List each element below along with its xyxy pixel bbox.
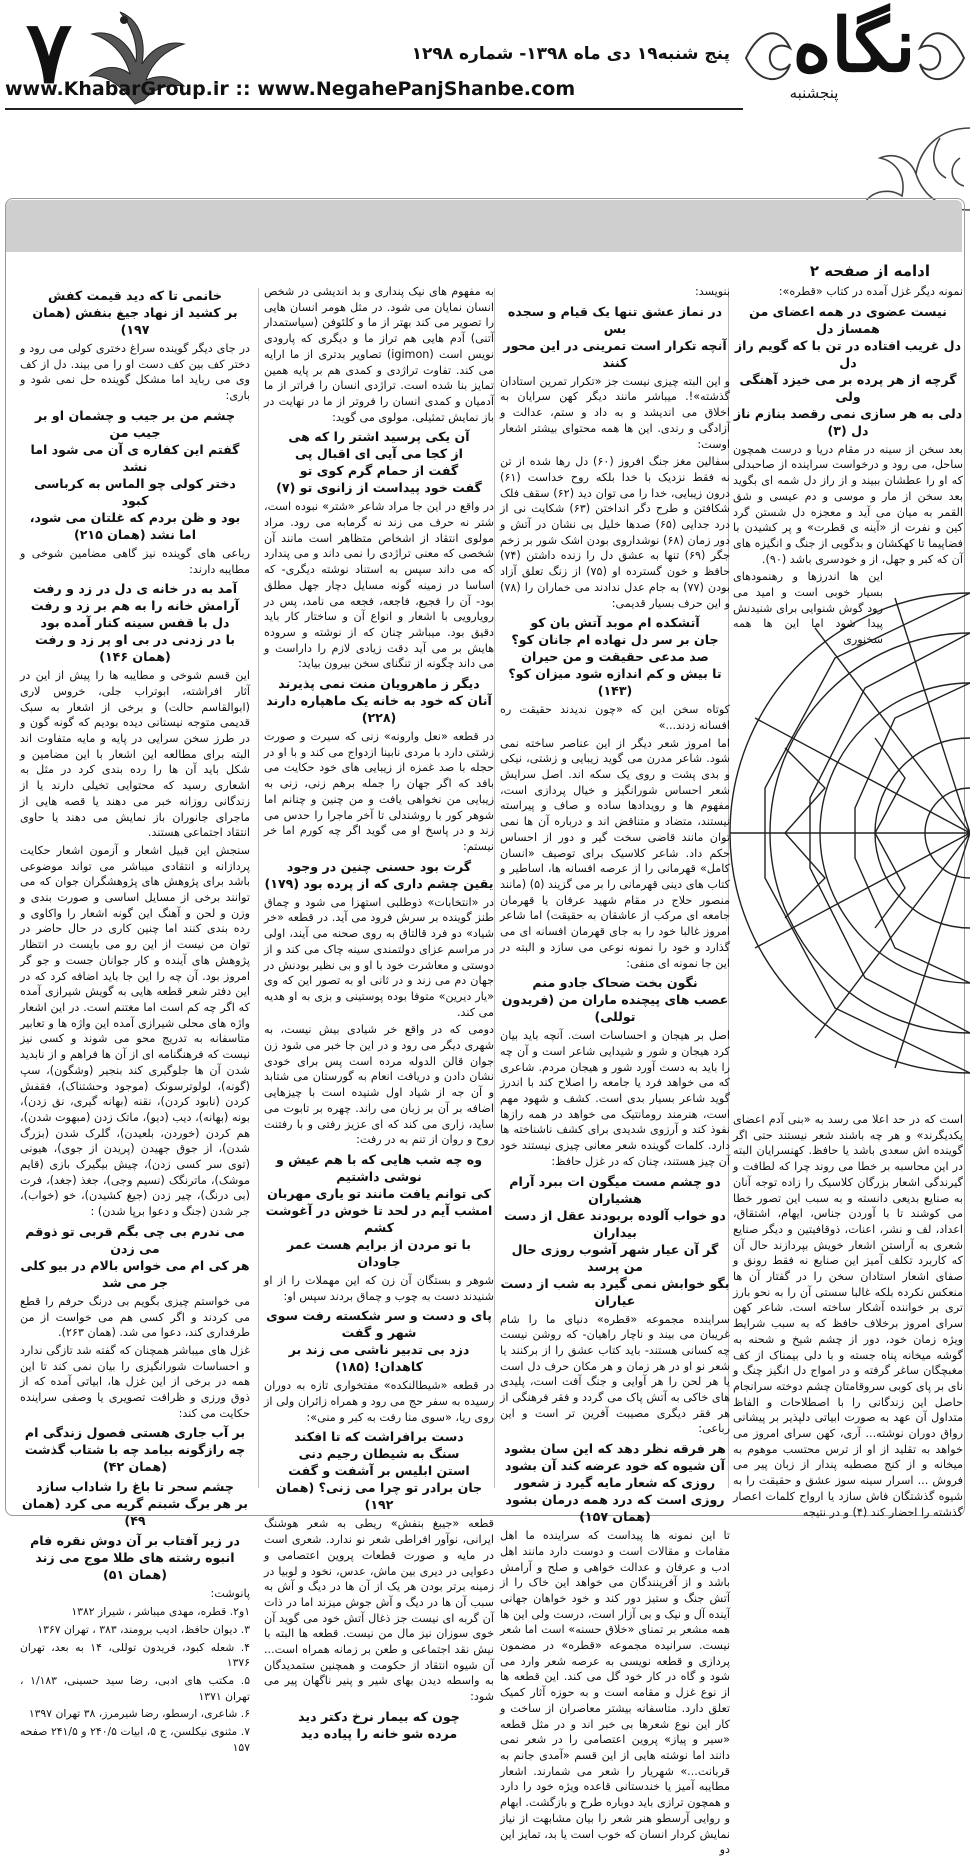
footnote: ۷. مثنوی نیکلسن، ج ۵، ابیات ۲۴۰/۵ و ۲۴۱/۵ صفحه ۱۵۷ <box>20 1725 250 1754</box>
footnote: ۳. دیوان حافظ، ادیب برومند، ۳۸۳ ، تهران ۱۳۶۷ <box>37 1622 250 1636</box>
paragraph: سراینده مجموعه «قطره» دنیای ما را شام غریبان می بیند و ناچار راهیان- که روشن نیست چه کسانی هستند- باید کتاب عشق را از برکنند یا شعر نو او در هر زمان و هر مکان حرف دل است یا هر لحن را هر آوایی و جنگ آفت است، پلیدی های خاکی به آتش پاک می گردد و فقر فرهنگی از هر فقر دیگری مصیبت آفرین تر است و این رباعی: <box>500 1312 730 1436</box>
logo-title: نگاه <box>792 3 916 89</box>
paragraph: رباعی های گوینده نیز گاهی مضامین شوخی و مطایبه دارند: <box>20 546 250 576</box>
verse-line: دل با قفس سینه کنار آمده بود <box>40 615 230 631</box>
article-column-4 <box>20 284 251 1754</box>
verse-line: مرده شو خانه را پیاده دید <box>300 1725 458 1741</box>
verse-line: دل غریب افتاده در تن با که گویم راز دل <box>734 337 962 370</box>
verse-line: هر فرقه نظر دهد که این سان بشود <box>504 1441 726 1457</box>
verse-line: دست برافراشت که تا افکند <box>294 1429 464 1445</box>
verse-line: بر کشید از نهاد جیغ بنفش (همان ۱۹۷) <box>32 305 238 337</box>
verse-line: چه رازگونه بیامد چه با شتاب گذشت (همان ۴۲) <box>24 1442 246 1475</box>
verse-line: آتشکده ام موبد آتش بان کو <box>530 615 700 631</box>
verse-block <box>20 1532 250 1583</box>
paragraph: در «انتخابات» ذوطلبی استهزا می شود و چماق طنز گوینده بر سرش فرود می آید. در قطعه «خر شیاد» دو فرد قالتاق به روی صحنه می آیند، اولی در مراسم عزای دولتمندی سینه چاک می کند و از دوستی و معاشرت خود با او و بی نظیر بودنش در جهان دم می زند و در ثانی او به تصور این که وی «یار دیرین» متوفا بوده پوستینی و بزی به او هدیه می کند. <box>264 895 494 1019</box>
paragraph: اصل بر هیجان و احساسات است. آنچه باید بیان کرد هیجان و شور و شیدایی شاعر است و آن چه را باید به دست آورد شور و هیجان مردم. شاعری که می خواهد فرد یا جامعه را اصلاح کند با اندرز گوید شاعر بسیار بدی است. کشف و شهود مهم است، هنرمند رومانتیک می خواهد در همه رازها نفوذ کند و آرزوی شدیدی برای کشف ناشناخته ها دارد. کلمات گوینده شعر معانی چیزی نیستند خود آن چیز هستند، چنان که در غزل حافظ: <box>500 1029 730 1168</box>
article-column-3 <box>264 284 495 1741</box>
verse-line: دزد بی تدبیر ناشی می زند بر کاهدان! (۱۸۵) <box>288 1342 470 1375</box>
paragraph: شوهر و بستگان آن زن که این مهملات را از او شنیدند دست به چوب و چماق بردند سپس او: <box>264 1273 494 1303</box>
paragraph: در واقع در این جا مراد شاعر «شتر» نبوده است، شتر نه حرف می زند نه گرمابه می رود. مراد مولوی انتقاد از اشخاص متظاهر است مانند آن شخصی که معنی تراژدی را نمی داند و می پندارد که می داند سپس به استناد نوشته دیگری- که اساسا در زمینه گونه مسایل دچار جهل مطلق بود- آن را فجیع، فاجعه، فجعه می نامد، پس در رویارویی با اشعار و انواع آن و ساختار کار باید دقیق بود. میباشر چنان که از نوشته و سروده هایش بر می آید دقت زیادی لازم را داراست و می داند چگونه از تنگنای سخن بیرون بیاید: <box>264 500 494 671</box>
verse-block <box>264 1151 494 1270</box>
verse-line: بر هر برگ شبنم گریه می کرد (همان ۴۹) <box>22 1496 248 1529</box>
verse-line: با تو مردن از برایم هست عمر جاودان <box>286 1236 472 1269</box>
verse-line: آمد به در خانه ی دل در زد و رفت <box>32 581 238 597</box>
paragraph: بنویسد: <box>694 285 730 298</box>
issue-date-line: پنج شنبه۱۹ دی ماه ۱۳۹۸- شماره ۱۲۹۸ <box>411 44 730 64</box>
paragraph: نمونه دیگر غزل آمده در کتاب «قطره»: <box>778 285 963 298</box>
verse-line: دو خواب آلوده بربودند عقل از دست بیداران <box>504 1207 726 1240</box>
verse-block <box>20 1478 250 1529</box>
verse-line: کی توانم یافت مانند تو یاری مهربان <box>267 1185 491 1201</box>
verse-line: وه چه شب هایی که با هم عیش و نوشی داشتیم <box>275 1151 483 1184</box>
verse-line: دختر کولی چو الماس به کرباسی کبود <box>34 475 236 508</box>
paragraph: و این البته چیزی نیست جز «تکرار تمرین استادان گذشته»!. میباشر مانند دیگر کهن سرایان به اخلاق می اندیشد و به داد و ستم، عدالت و آزادگی و رندی. این ها همه محتوای بیشتر اشعار اوست: <box>500 374 730 451</box>
verse-block <box>264 1428 494 1513</box>
verse-block <box>20 407 250 543</box>
verse-block <box>20 287 250 338</box>
paragraph: این قسم شوخی و مطایبه ها را پیش از این در آثار افراشته، ابوتراب جلی، خروس لاری (ابوالقاسم حالت) و برخی از اشعار به سبک قدیمی متوجه نیستانی دیده بودیم که گونه گون و در طرز سخن سرایی در پایه و مایه متفاوت اند البته برای مطالعه این اشعار با این مضامین و شکل باید آن ها را رده بندی کرد در مثل به اشعاری رسید که محتوایی تخیلی دارند یا از زندگانی روزانه خبر می دهند یا قصه هایی از ماجرای جانوران باز نمایش می دهند یا حاوی انتقاد اجتماعی هستند. <box>20 669 250 840</box>
verse-line: پای و دست و سر شکسته رفت سوی شهر و گفت <box>266 1308 492 1341</box>
verse-line: بگو خوابش نمی گیرد به شب از دست عیاران <box>500 1275 730 1308</box>
verse-line: صد مدعی حقیقت و من حیران <box>521 649 709 665</box>
verse-line: آن یکی پرسید اشتر را که هی <box>288 429 470 445</box>
verse-line: چشم من بر جیب و چشمان او بر جیب من <box>34 407 236 440</box>
verse-line: در زیر آفتاب بر آن دوش نقره فام <box>30 1533 240 1549</box>
verse-line: گر آن عیار شهر آشوب روزی حال من پرسد <box>511 1241 719 1274</box>
verse-line: گفت خود پیداست از زانوی تو (۷) <box>276 480 482 496</box>
paragraph: کوتاه سخن این که «چون ندیدند حقیقت ره افسانه زدند...» <box>500 703 730 732</box>
website-urls[interactable]: www.KhabarGroup.ir :: www.NegahePanjShanbe.com <box>5 78 576 100</box>
verse-line: چشم سحر تا باغ را شاداب سازد <box>36 1479 234 1495</box>
verse-line: جان بر سر دل نهاده ام جانان کو؟ <box>511 632 719 648</box>
verse-line: با در زدنی در بی او پر زد و رفت (همان ۱۴۶) <box>34 632 236 665</box>
verse-line: بر آب جاری هستی فصول زندگی ام <box>24 1425 246 1441</box>
article-column-1 <box>733 284 963 1519</box>
verse-block <box>20 1223 250 1291</box>
verse-line: گفت از حمام گرم کوی تو <box>299 463 459 479</box>
verse-block <box>264 1307 494 1375</box>
verse-block <box>500 974 730 1025</box>
continuation-label: ادامه از صفحه ۲ <box>809 262 930 280</box>
footnote: ۵. مکتب های ادبی، رضا سید حسینی، ۱/۱۸۳ ، تهران ۱۳۷۱ <box>20 1673 251 1703</box>
verse-line: دیگر ز ماهرویان منت نمی پذیرند <box>278 676 480 692</box>
verse-line: تا بیش و کم اندازه شود میزان کو؟ (۱۴۳) <box>508 666 722 699</box>
paragraph: به مفهوم های نیک پنداری و بد اندیشی در شخص انسان نمایان می شود. در مثل هومر انسان هایی را تصویر می کند بهتر از ما و کلئوفن (سیاستمدار آتنی) آدم هایی هم تراز ما و دیگری که پارودی نویس است (igimon) تصاویر بدتری از ما ارایه می کند. تفاوت تراژدی و کمدی هم بر پایه همین تمایز بنا شده است. تراژدی انسان را فراتر از ما آدمیان و کمدی انسان را فروتر از ما در نهایت در باز نمایش تمثیلی. مولوی می گوید: <box>264 285 495 424</box>
paragraph: قطعه «جیبغ بنفش» ریطی به شعر هوشنگ ایرانی، نوآور افراطی شعر نو ندارد. شعری است در مایه و صورت قطعات پروین اعتصامی و دعوایی در دیری بین ماش، عدس، نخود و لوبیا در زمینه برتر بودن هر یک از آن ها در دیگ و آش به سبب آن ها در دیگ و آش جوش میزند اما در ذات آن گربه ای نیست جز ذغال آتش خود می گوید آن خوی سوزان نیز مال من نیست. قطعه ها البته با نیش نقد اجتماعی و طعن بر زمانه همراه است... آن شیوه انتقاد از حکومت و همچنین ستمدیدگان به واسطه دیدن بهای شیر و پنیر ناگهان پیر می شود: <box>264 1517 494 1704</box>
verse-block <box>500 303 730 371</box>
footnotes-title: پانوشت: <box>210 1587 250 1601</box>
verse-line: امشب آیم در لحد تا خوش در آغوشت کشم <box>265 1202 493 1235</box>
column-divider <box>494 288 495 1488</box>
verse-block <box>733 303 963 439</box>
paragraph: غزل های میباشر همچنان که گفته شد تازگی ندارد و احساسات شورانگیزی را بیان نمی کند تا این همه در برخی از این غزل ها، ابیاتی آمده که از ذوق ورزی و ظرافت تصویری یا وصفی سراینده حکایت می کند: <box>20 1343 250 1420</box>
verse-line: روزی که شعار مایه گیرد ز شعور <box>514 1475 716 1491</box>
verse-line: بود و ظن بردم که غلتان می شود، اما نشد (همان ۲۱۵) <box>29 509 241 542</box>
verse-line: جان برادر تو چرا می زنی؟ (همان ۱۹۲) <box>275 1480 483 1513</box>
paragraph: تا این نمونه ها پیداست که سراینده ما اهل مقامات و مقالات است و دوست دارد مانند اهل ادب و عرفان و عدالت خواهی و صلح و آرامش باشد و از آفرینندگان می خواهد این خاک را از آتش جنگ و ستیز دور کند و خود خواهان جهانی آینده آل و نیک و بی آزار است، درست ولی این ها همه مشعر بر تمنای «خلاق حسنه» است اما شعر نیست. سرانیده مجموعه «قطره» در مضمون پردازی و قطعه نویسی به عرصه شعر وارد می شود و گاه در کار خود گل می کند. این قطعه ها از نوع غزل و مقامه است و به حوزه آثار کمیک تعلق دارد. متاسفانه بیشتر معاصران از ساخت و کار این نوع شعرها بی خبر اند و در مثل قطعه «سیر و پیاز» پروین اعتصامی را در شعر نمی دانند اما نوشته هایی از این قسم «آمدی جانم به قربانت...» شهریار را شعر می شمارند. اشعار مطایبه آمیز یا خندستانی قاعده ویژه خود را دارد و همچون ترازی باید دوباره طرح و بازگشت. ابهام و روایی آرسطو هنر شعر را بیان مشابهت از نیاز نمایش کردار انسان که خوب است یا بد، تمایز این دو <box>500 1529 730 1857</box>
verse-line: گرت بود حسنی چنین در وجود <box>286 858 472 874</box>
paragraph: سفالین مغز جنگ افروز (۶۰) دل رها شده از تن نه فقط نزدیک با خدا بلکه روح خداست (۶۱) درون زیبایی، خدا را می توان دید (۶۲) سقف فلک شکافتن و طرح دگر انداختن (۶۳) شکایت نی از درد جدایی (۶۵) صدها خلیل بی نشان در آتش و دور زمان (۶۸) نوشداروی بودن اشک شور بر زخم جگر (۶۹) تنها به عشق دل را زنده داشتن (۷۴) حافظ و خون گسترده او (۷۵) از زنگ تعلق آزاد بودن (۷۷) به جام عدل ندادند می خماران را (۷۸) و این حرف بسیار قدیمی: <box>500 455 730 610</box>
paragraph: در قطعه «شیطالنکده» مفتخواری تازه به دوران رسیده به سفر حج می رود و همراه زائران ولی از روی ریا، «سوی منا رفت به کبر و منی»: <box>264 1379 494 1424</box>
verse-block <box>20 1424 250 1475</box>
paragraph: می خواستم چیزی بگویم بی درنگ حرفم را قطع می کردند و اگر کسی هم می خواست از من طرفداری کند، دعوا می شد. (همان ۲۶۳). <box>20 1294 250 1340</box>
verse-line: دلی به هر سازی نمی رقصد بنازم ناز دل (۳) <box>733 405 963 438</box>
paragraph: در قطعه «نعل وارونه» زنی که سیرت و صورت زشتی دارد با مردی نابینا ازدواج می کند و با او در حجله با صد غمزه از زیبایی های خود حکایت می بافد که اگر جهان را جمله برهم زنی، زنی به زیبایی من نخواهی یافت و من چنین و چنانم اما شوهر کور با روشندلی تا آخر ماجرا را حدس می زند و در پاسخ او می گوید اگر چه کورم اما خر نیستم: <box>264 730 494 853</box>
verse-line: خانمی تا که دید قیمت کفش <box>48 288 222 303</box>
logo-subtitle: پنجشنبه <box>789 84 839 102</box>
verse-line: عصب های پیچنده ماران من (فریدون توللی) <box>501 992 729 1025</box>
newspaper-logo <box>740 0 970 120</box>
footnote: ۶. شاعری، ارسطو، رضا شیرمرز، ۳۸ تهران ۱۳۹۷ <box>28 1707 250 1721</box>
verse-line: دو چشم مست میگون ات ببرد آرام هشیاران <box>509 1173 721 1206</box>
footnote: ۴. شعله کبود، فریدون توللی، ۱۴ به بعد، تهران ۱۳۷۶ <box>20 1640 251 1670</box>
verse-line: هر کی ام می خواس بالام در بیو کلی جر می شد <box>20 1257 250 1290</box>
verse-line: از کجا می آیی ای اقبال پی <box>294 446 464 462</box>
verse-line: چون که بیمار نرخ دکتر دید <box>298 1708 460 1724</box>
verse-block <box>264 675 494 726</box>
footnote: ۱و۲. قطره، مهدی میباشر ، شیراز ۱۳۸۲ <box>71 1605 250 1619</box>
verse-line: روزی است که درد همه درمان بشود (همان ۱۵۷) <box>505 1492 725 1525</box>
article-banner <box>6 200 962 252</box>
verse-line: یقین چشم داری که از پرده بود (۱۷۹) <box>264 875 494 891</box>
paragraph: دومی که در واقع خر شیادی بیش نیست، به شهری دیگر می رود و در این جا خبر می شود زن جوان قالن الدوله مرده است پس برای خودی نشان دادن و دریافت انعام به گورستان می شتابد و آن جه از شیاد اول شنیده است با چیزهایی اضافه بر آن بر زبان می راند. چهره بر تابوت می ساید، زاری می کند که ای عزیز رفتی و با رفتنت روح و روان از تنم به در رفت: <box>264 1023 494 1147</box>
verse-block <box>264 428 494 496</box>
verse-line: نیست عضوی در همه اعضای من همساز دل <box>749 303 947 336</box>
verse-block <box>500 1440 730 1525</box>
verse-line: آنان که خود به خانه یک ماهپاره دارند (۲۲۸) <box>266 693 492 726</box>
page-number: ۷ <box>25 2 73 103</box>
verse-block <box>20 580 250 665</box>
verse-line: می ندرم بی چی بگم قربی تو ذوقم می زدن <box>25 1223 245 1256</box>
verse-line: در نماز عشق تنها یک قیام و سجده بس <box>507 303 723 336</box>
verse-line: گرچه از هر پرده بر می خیزد آهنگی ولی <box>739 371 957 404</box>
column-1-top <box>733 284 963 650</box>
verse-line: انبوه رشته های طلا موج می زند (همان ۵۱) <box>35 1550 235 1583</box>
paragraph: در جای دیگر گوینده سراغ دختری کولی می رود و دختر کف بین کف دست او را می بیند. دل از کف وی می رباید اما مشکل گوینده حل نمی شود و باری: <box>20 342 250 403</box>
verse-block <box>264 858 494 892</box>
verse-block <box>500 614 730 699</box>
paragraph: این ها اندرزها و رهنمودهای بسیار خوبی است و امید می رود گوش شنوایی برای شنیدنش پیدا شود اما این ها همه سخنوری <box>733 570 883 647</box>
verse-line: آن شیوه که خود عرضه کند آن بشود <box>505 1458 725 1474</box>
paragraph: اما امروز شعر دیگر از این عناصر ساخته نمی شود. شاعر مدرن می گوید زیبایی و زشتی، نیکی و بدی پشت و روی یک سکه اند. اصل سرایش شعر احساس شورانگیز و خیال پردازی است، مفهوم ها و رویدادها ساده و صاف و پیراسته نیستند، متضاد و متناقض اند و درباره آن ها نمی توان مانند قاضی سخت گیر و دور از احساس حکم داد. شاعر کلاسیک برای توصیف «انسان کامل» قهرمانی را از عرصه افسانه ها، اساطیر و کتاب های دینی قهرمانی را بر می گزیند (۵) (مانند منصور حلاج در مقام شهید عرفان یا قهرمان جامعه ای مرکب از عاشقان به حقیقت) اما شاعر امروز غالبا خود را به جای قهرمان افسانه ای می گذارد و خود را نمونه نوعی می سازد و البته در این جا نمونه ای منفی: <box>500 736 730 970</box>
paragraph: بعد سخن از سینه در مقام دریا و درست همچون ساحل، می رود و درخواست سراینده از صاحبدلی که او را عطشان ببیند و از راز دل شمه ای بگوید بعد سخن از مار و موسی و دم عیسی و شق القمر به میان می آید و معجزه دل شستن گرد کین و نفرت از «آینه ی قطرت» و پر کشیدن با فضاپیما تا کهکشان و بدگویی از جنگ و انگیزه های آن که کبر و جهل، از و خودسری باشد (۹۰). <box>733 442 963 566</box>
article-column-2 <box>500 284 730 1857</box>
verse-line: استن ابلیس بر آشفت و گفت <box>288 1463 470 1479</box>
paragraph: سنجش این قبیل اشعار و آزمون اشعار حکایت پردازانه و انتقادی میباشر می تواند موضوعی باشد برای پژوهش های پژوهشگران جوان که می توانند برخی از مسایل اساسی و صورت بندی و وزن و لحن و آهنگ این گونه اشعار را واکاوی و رده بندی کنند اما چنین کاری در حال حاضر در توان من نیست از این رو می بایست در انتظار پژوهش های آینده و کار جوانان جست و جو گر امروز بود. آن چه را این جا باید اضافه کرد که در این دفتر شعر قطعه هایی به گویش شیرازی آمده که اگر چه کم است اما مغتنم است. در این اشعار واژه های محلی شیرازی آمده این واژه ها و تعابیر متاسفانه به تدریج محو می شوند و کسی نیز نیست که فرهنگنامه ای از آن ها فراهم و از نابدید شدن آن ها جلوگیری کند بنجیر (وشگون)، سپ (گونه)، لولوترسونک (موجود وحشتناک)، فقفش کردن (نابود کردن)، نقنه (بهانه گیری، نق زدن)، بونه (بهانه)، دیب (دیو)، ماتک زدن (مبهوت شدن)، هم کردن (خوردن، بلعیدن)، گلرک شدن (بزرگ شدن)، از جوق جهیدن (پریدن از جوی)، هیونی (توی سر کسی زدن)، چیش بیگیرک بازی (قایم موشک)، ماترنگک (نسیم وجی)، جغذ (جغد)، فرت (بی درنگ)، چیر زدن (جیغ کشیدن)، خو (خواب)، جر شدن (جنگ و دعوا برپا شدن) : <box>20 843 250 1219</box>
verse-line: نگون بخت ضحاک جادو منم <box>532 975 698 991</box>
verse-block <box>264 1708 494 1742</box>
verse-block <box>500 1173 730 1309</box>
verse-line: آنچه تکرار است تمرینی در این محور کنند <box>503 337 727 370</box>
paragraph: است که در حد اعلا می رسد به «بنی آدم اعضای یکدیگرند» و هر چه باشند شعر نیستند حتی اگر گوینده اش سعدی باشد یا حافظ. کهنسرایان البته در این محاسبه بر خطا می روند چرا که لطافت و گیرندگی اشعار بزرگان کلاسیک را زاده توجه آنان به صنایع بدیعی دانسته و به سبب این تصور خطا می کوشند تا با آوردن جناس، ایهام، اشتقاق، اعداد، لف و نشر، اعنات، ذوقافیتین و دیگر صنایع شعری به آراستن اشعار خویش بپردازند حال آن که کاربرد تکلف آمیز این صنایع نه فقط رونق و صفای اشعار استادان سخن را در گفتار آن ها منعکس نکرده بلکه غالبا سستی آن را به نحو بارز تری بر خواننده آشکار ساخته است. شاعر کهن سرای امروز برخلاف حافظ که به سبب شرایط ویژه زمان خود، دور از چشم شیخ و شحنه به گوشه میخانه پناه جسته و با دلی بیمناک از کف مغبچگان ساغر گرفته و در امواج دل انگیز چنگ و نای بر پای کوبی سروقامتان چشم دوخته سرانجام حاصل این زندگانی را با اصطلاحات و الفاظ متداول آن عهد به صورت ابیاتی دلپذیر بر پیشانی رواق دوران نوشته... آری، کهن سرای امروز می خواهد به تقلید از او از ترس محتسب موهوم به میخانه و از کنج مصطبه پندار از زبان پیر می فروش ... اسرار سینه سوز عشق و حقیقت را به شیوه گذشتگان فاش سازد یا ارواح کلمات اعصار گذشته را احضار کند (۴) و در نتیجه <box>733 1113 963 1519</box>
column-divider <box>258 288 259 1488</box>
verse-line: سنگ به شیطان رجیم دنی <box>298 1446 460 1462</box>
verse-line: گفتم این کفاره ی آن می شود اما نشد <box>30 441 240 474</box>
column-1-bottom <box>733 1112 963 1522</box>
verse-line: آرامش خانه را به هم بر زد و رفت <box>30 598 240 614</box>
header-rule <box>5 108 743 110</box>
